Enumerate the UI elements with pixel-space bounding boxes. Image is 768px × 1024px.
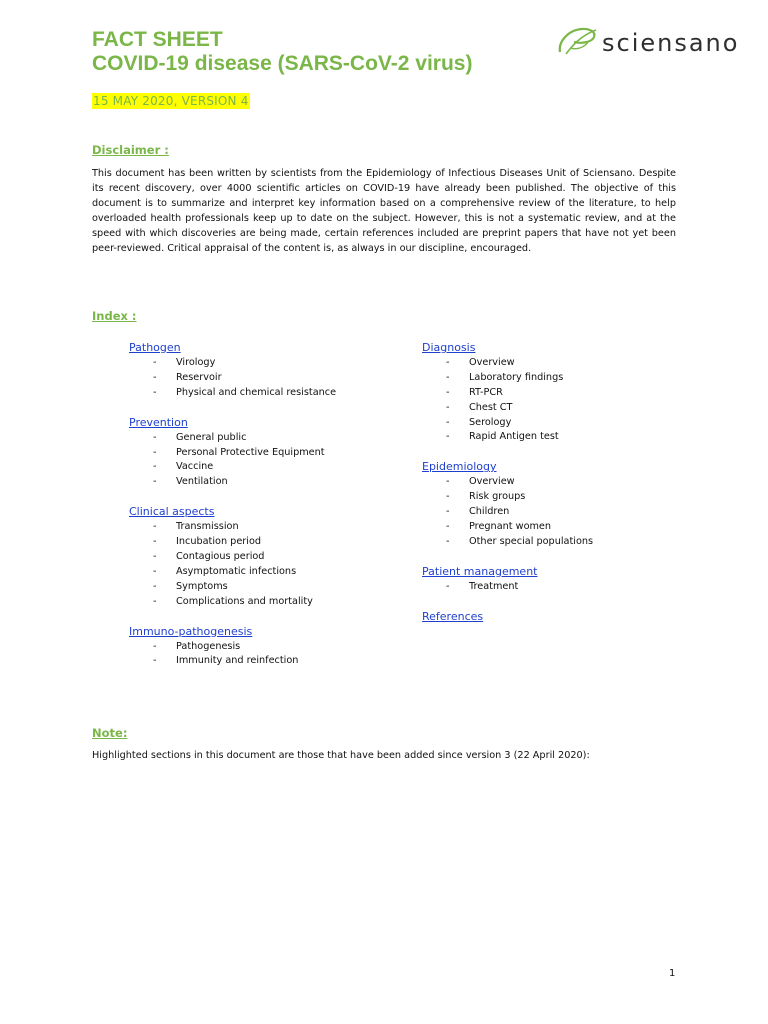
index-section-immuno-pathogenesis [129, 624, 409, 670]
list-item: - Symptoms [153, 580, 228, 592]
index-section-references [422, 609, 722, 625]
list-item: - Other special populations [446, 535, 594, 547]
list-item: - Incubation period [153, 536, 262, 548]
list-item: - Ventilation [153, 476, 228, 488]
index-link-epidemiology[interactable]: Epidemiology [422, 460, 497, 474]
list-item: - Rapid Antigen test [446, 431, 559, 443]
page-number: 1 [669, 968, 676, 979]
title-line-1: FACT SHEET [92, 28, 223, 51]
index-section-pathogen [129, 340, 409, 401]
list-item: - Children [446, 506, 510, 518]
disclaimer-heading: Disclaimer : [92, 143, 169, 157]
list-item: - Transmission [153, 521, 239, 533]
index-link-pathogen[interactable]: Pathogen [129, 341, 181, 354]
list-item: - Personal Protective Equipment [153, 446, 325, 458]
list-item: - Chest CT [446, 401, 513, 413]
list-item: - Serology [446, 416, 512, 428]
sciensano-logo [556, 24, 739, 62]
list-item: - Overview [446, 476, 515, 488]
index-link-references[interactable]: References [422, 609, 484, 623]
index-left-column [129, 340, 409, 683]
index-section-epidemiology [422, 459, 722, 549]
disclaimer-text: This document has been written by scientists from the Epidemiology of Infectious Diseases Unit of Sciensano. Despite its recent discovery, over 4000 scientific articles on COVID-19 have already been published. The objective of this document is to summarize and interpret key information based on a comprehensive review of the literature, to help overloaded health professionals keep up to date on the subject. However, this is not a systematic review, and at the speed with which discoveries are being made, certain references included are preprint papers that have not yet been peer-reviewed. Critical appraisal of the content is, as always in our discipline, encouraged. [92, 168, 676, 254]
index-section-prevention [129, 415, 409, 491]
list-item: - Virology [153, 357, 216, 368]
list-item: - Laboratory findings [446, 371, 564, 383]
title-line-2: COVID-19 disease (SARS-CoV-2 virus) [92, 52, 473, 75]
index-link-prevention[interactable]: Prevention [129, 415, 188, 429]
list-item: - RT-PCR [446, 386, 503, 398]
list-item: - Treatment [446, 580, 519, 592]
list-item: - Reservoir [153, 371, 222, 383]
list-item: - Complications and mortality [153, 595, 313, 607]
index-link-patient-management[interactable]: Patient management [422, 564, 538, 578]
document-title [92, 28, 472, 76]
index-section-diagnosis [422, 340, 722, 445]
list-item: - Contagious period [153, 551, 265, 563]
index-section-clinical-aspects [129, 504, 409, 609]
list-item: - Overview [446, 357, 515, 368]
list-item: - Vaccine [153, 461, 214, 473]
list-item: - Asymptomatic infections [153, 565, 297, 577]
date-version-badge: 15 MAY 2020, VERSION 4 [93, 94, 249, 108]
index-right-column [422, 340, 722, 639]
sciensano-swirl-icon [556, 24, 600, 62]
index-link-immuno-pathogenesis[interactable]: Immuno-pathogenesis [129, 624, 253, 638]
note-heading: Note: [92, 726, 128, 740]
index-link-diagnosis[interactable]: Diagnosis [422, 341, 476, 354]
list-item: - Immunity and reinfection [153, 655, 299, 667]
note-text: Highlighted sections in this document are those that have been added since version 3 (22 April 2020): [92, 750, 590, 761]
logo-text: sciensano [602, 29, 740, 57]
list-item: - General public [153, 431, 247, 443]
index-link-clinical-aspects[interactable]: Clinical aspects [129, 505, 215, 519]
list-item: - Pathogenesis [153, 640, 241, 652]
list-item: - Pregnant women [446, 521, 552, 533]
index-section-patient-management [422, 564, 722, 595]
index-heading: Index : [92, 309, 137, 323]
list-item: - Risk groups [446, 491, 526, 503]
list-item: - Physical and chemical resistance [153, 386, 337, 398]
